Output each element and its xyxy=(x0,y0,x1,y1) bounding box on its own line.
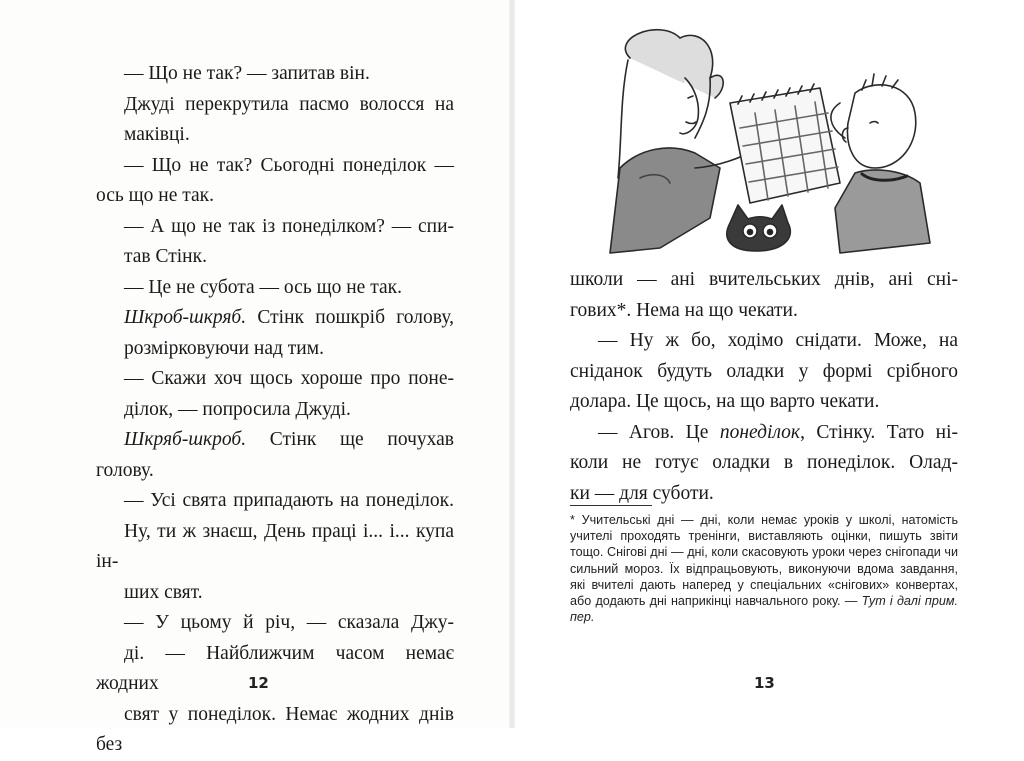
book-gutter xyxy=(509,0,515,728)
paragraph: — А що не так із понеділком? — спи- тав Стінк. xyxy=(124,215,454,267)
paragraph: Джуді перекрутила пасмо волосся на маківці. xyxy=(124,93,454,145)
left-page-text xyxy=(96,59,454,761)
right-page-text xyxy=(570,265,958,509)
paragraph: — Що не так? — запитав він. xyxy=(124,63,370,84)
onomatopoeia: Шкроб-шкряб. xyxy=(124,307,247,328)
paragraph: Шкряб-шкроб. Стінк ще почухав голову. xyxy=(96,429,454,481)
emphasized-word: понеділок xyxy=(719,421,801,443)
page-number-right: 13 xyxy=(754,674,775,692)
footnote-divider xyxy=(570,505,652,506)
paragraph: — Що не так? Сьогодні понеділок — ось що не так. xyxy=(96,154,454,206)
paragraph: школи — ані вчительських днів, ані сні- гових*. Нема на що чекати. xyxy=(570,269,958,321)
paragraph: Шкроб-шкряб. Стінк пошкріб голову, розмірковуючи над тим. xyxy=(124,307,454,359)
illustration xyxy=(600,18,950,266)
paragraph: — Ну ж бо, ходімо снідати. Може, на сніданок будуть оладки у формі срібного долара. Це щось, на що варто чекати. xyxy=(570,330,958,412)
footnote-attribution: Тут і далі прим. пер. xyxy=(570,594,958,625)
paragraph: — Це не субота — ось що не так. xyxy=(124,276,402,298)
paragraph: — Агов. Це понеділок, Стінку. Тато ні- коли не готує оладки в понеділок. Олад- ки — для суботи. xyxy=(570,421,959,504)
page-number-left: 12 xyxy=(248,674,269,692)
footnote: * Учительські дні — дні, коли немає уроків у школі, натомість учителі проходять тренінги, виставляють оцінки, пишуть звіти тощо. Снігові дні — дні, коли скасовують уроки через снігопади чи сильний мороз. Їх відпрацьовують, виконуючи вдома завдання, які вчителі дають наперед у спеціальних «снігових» конвертах, або додають дні наприкінці навчального року. — Тут і далі прим. пер. xyxy=(570,513,958,625)
paragraph: — Скажи хоч щось хороше про поне- ділок, — попросила Джуді. xyxy=(124,368,454,420)
onomatopoeia: Шкряб-шкроб. xyxy=(124,429,247,450)
paragraph: — У цьому й річ, — сказала Джу- ді. — Найближчим часом немає жодних свят у понеділок. Немає жодних днів без xyxy=(96,612,454,755)
paragraph: — Усі свята припадають на понеділок. Ну, ти ж знаєш, День праці і... і... купа ін- ших свят. xyxy=(96,490,454,603)
